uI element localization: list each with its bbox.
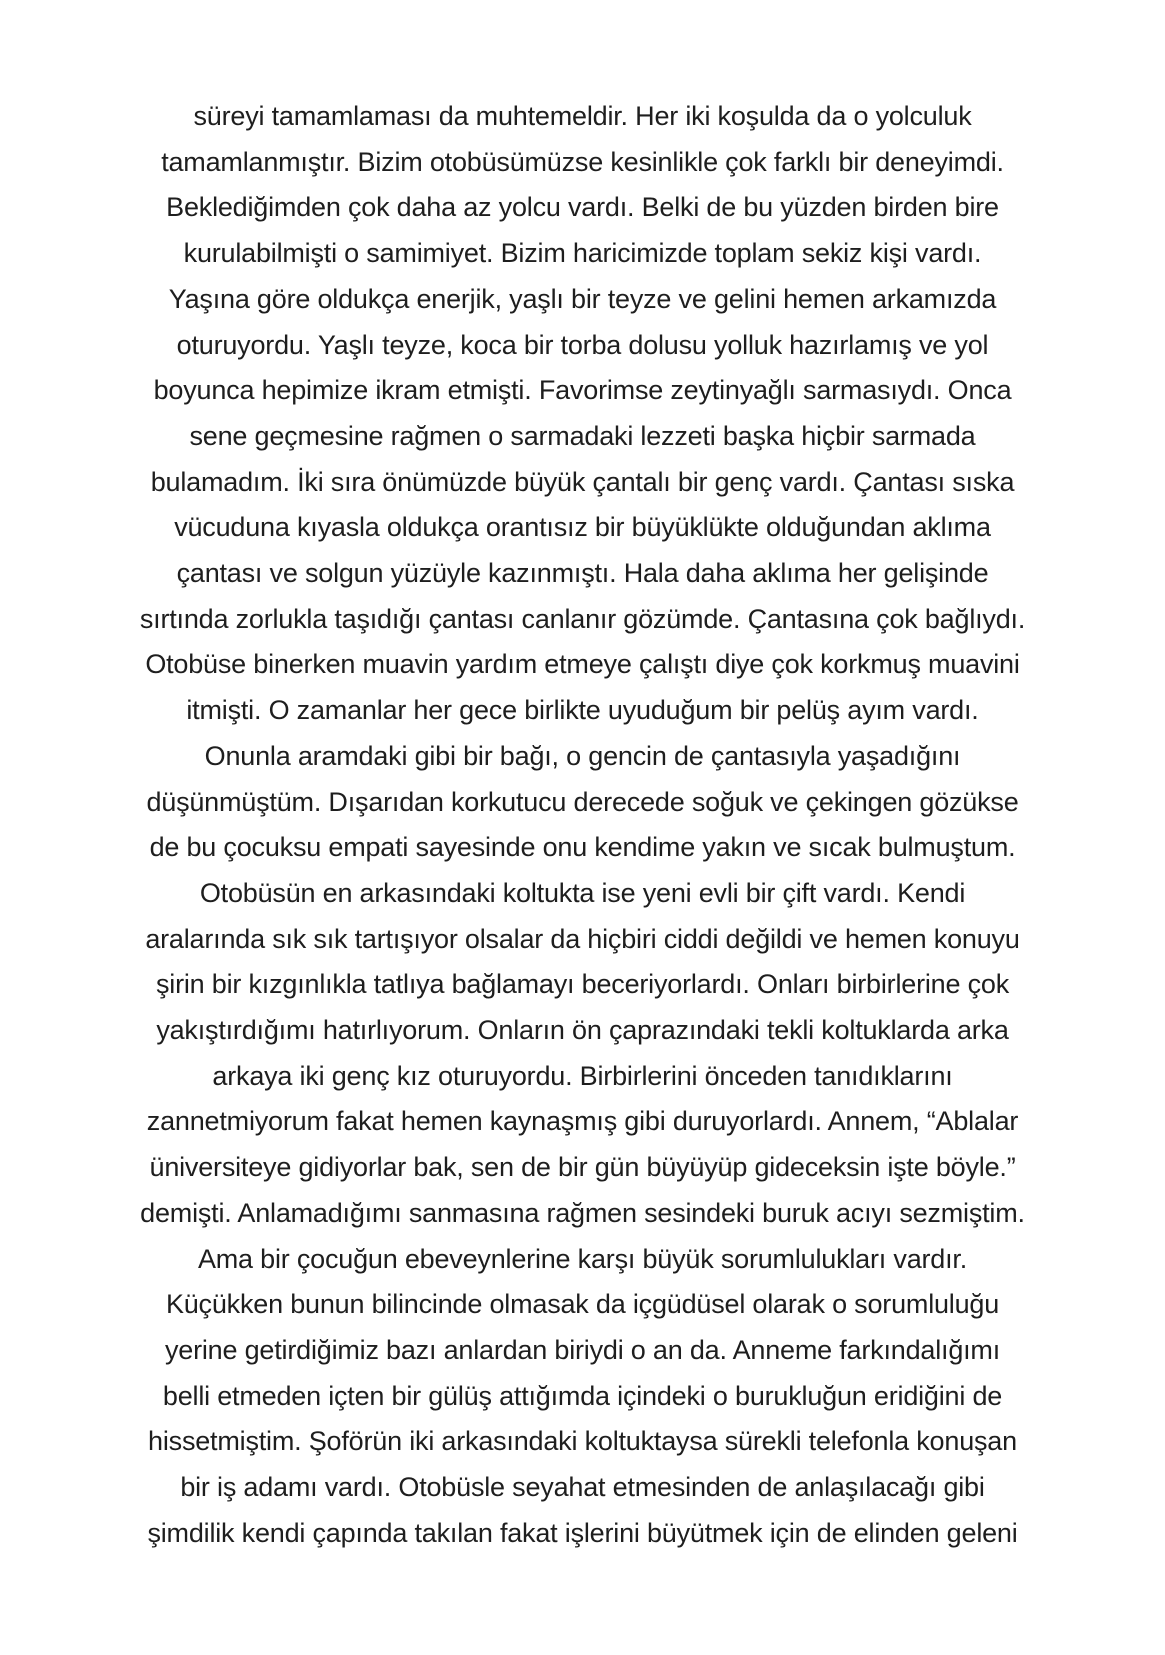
text-line: süreyi tamamlaması da muhtemeldir. Her iki koşulda da o yolculuk: [193, 101, 972, 131]
text-line: şirin bir kızgınlıkla tatlıya bağlamayı beceriyorlardı. Onları birbirlerine çok: [155, 969, 1010, 1000]
text-line: üniversiteye gidiyorlar bak, sen de bir gün büyüyüp gideceksin işte böyle.”: [149, 1152, 1016, 1183]
text-line: sene geçmesine rağmen o sarmadaki lezzeti başka hiçbir sarmada: [189, 420, 976, 451]
text-line: arkaya iki genç kız oturuyordu. Birbirlerini önceden tanıdıklarını: [212, 1060, 953, 1091]
text-line: boyunca hepimize ikram etmişti. Favorimse zeytinyağlı sarmasıydı. Onca: [153, 375, 1012, 406]
text-line: düşünmüştüm. Dışarıdan korkutucu derecede soğuk ve çekingen gözükse: [146, 786, 1019, 817]
text-line: itmişti. O zamanlar her gece birlikte uyuduğum bir pelüş ayım vardı.: [186, 695, 979, 726]
paragraph-text: [62, 0, 1103, 1557]
text-line: hissetmiştim. Şoförün iki arkasındaki koltuktaysa sürekli telefonla konuşan: [148, 1426, 1017, 1457]
text-line: zannetmiyorum fakat hemen kaynaşmış gibi duruyorlardı. Annem, “Ablalar: [146, 1106, 1019, 1137]
text-line: Ama bir çocuğun ebeveynlerine karşı büyük sorumlulukları vardır.: [197, 1243, 968, 1274]
text-line: bir iş adamı vardı. Otobüsle seyahat etmesinden de anlaşılacağı gibi: [180, 1472, 985, 1503]
text-line: kurulabilmişti o samimiyet. Bizim haricimizde toplam sekiz kişi vardı.: [183, 238, 982, 269]
text-line: Otobüsün en arkasındaki koltukta ise yeni evli bir çift vardı. Kendi: [199, 877, 966, 908]
text-line: de bu çocuksu empati sayesinde onu kendime yakın ve sıcak bulmuştum.: [149, 832, 1016, 863]
text-line: vücuduna kıyasla oldukça orantısız bir büyüklükte olduğundan aklıma: [174, 512, 991, 543]
text-line: bulamadım. İki sıra önümüzde büyük çantalı bir genç vardı. Çantası sıska: [150, 466, 1015, 497]
text-line: tamamlanmıştır. Bizim otobüsümüzse kesinlikle çok farklı bir deneyimdi.: [161, 146, 1004, 177]
text-line: belli etmeden içten bir gülüş attığımda içindeki o burukluğun eridiğini de: [162, 1380, 1003, 1411]
text-line: demişti. Anlamadığımı sanmasına rağmen sesindeki buruk acıyı sezmiştim.: [140, 1197, 1025, 1228]
text-line: yerine getirdiğimiz bazı anlardan biriydi o an da. Anneme farkındalığımı: [164, 1334, 1001, 1365]
text-line: sırtında zorlukla taşıdığı çantası canlanır gözümde. Çantasına çok bağlıydı.: [139, 603, 1026, 634]
text-line: oturuyordu. Yaşlı teyze, koca bir torba dolusu yolluk hazırlamış ve yol: [176, 329, 989, 360]
text-line: şimdilik kendi çapında takılan fakat işlerini büyütmek için de elinden geleni: [147, 1517, 1018, 1548]
text-line: aralarında sık sık tartışıyor olsalar da hiçbiri ciddi değildi ve hemen konuyu: [145, 923, 1020, 954]
text-line: Yaşına göre oldukça enerjik, yaşlı bir teyze ve gelini hemen arkamızda: [168, 283, 997, 314]
text-line: yakıştırdığımı hatırlıyorum. Onların ön çaprazındaki tekli koltuklarda arka: [156, 1015, 1009, 1046]
text-line: çantası ve solgun yüzüyle kazınmıştı. Hala daha aklıma her gelişinde: [176, 558, 989, 589]
text-line: Beklediğimden çok daha az yolcu vardı. Belki de bu yüzden birden bire: [166, 192, 999, 223]
text-line: Onunla aramdaki gibi bir bağı, o gencin de çantasıyla yaşadığını: [204, 740, 961, 771]
text-line: Otobüse binerken muavin yardım etmeye çalıştı diye çok korkmuş muavini: [145, 649, 1020, 680]
text-line: Küçükken bunun bilincinde olmasak da içgüdüsel olarak o sorumluluğu: [165, 1289, 1000, 1320]
